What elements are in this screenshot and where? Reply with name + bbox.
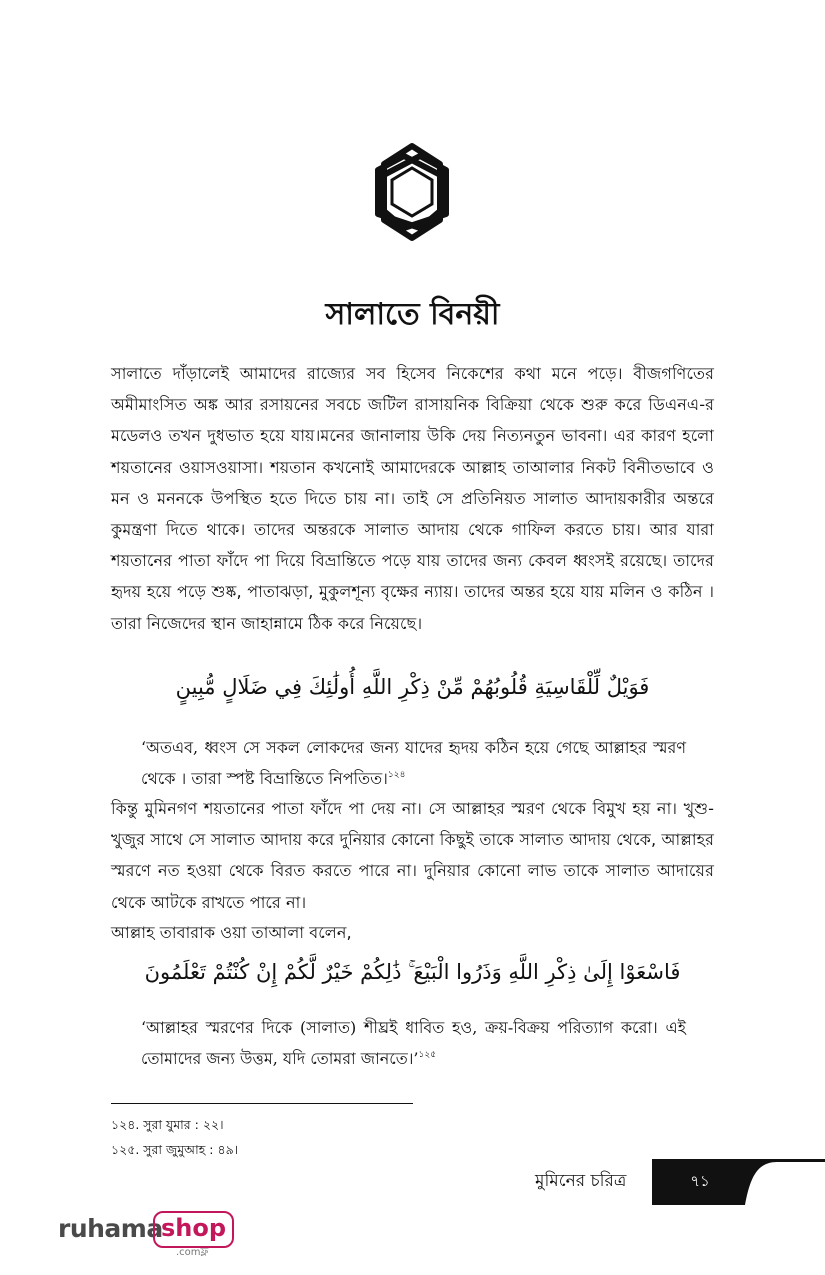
- footnote-ref-124: ১২৪: [387, 770, 406, 780]
- page-number: ৭১: [690, 1172, 710, 1190]
- footnote-divider: [111, 1103, 413, 1104]
- running-title: মুমিনের চরিত্র: [535, 1171, 627, 1191]
- arabic-verse-2: فَاسْعَوْا إِلَىٰ ذِكْرِ اللَّهِ وَذَرُوا الْبَيْعَ ۚ ذَٰلِكُمْ خَيْرٌ لَّكُمْ إِنْ كُنْتُمْ تَعْلَمُونَ: [144, 960, 681, 984]
- arabic-verse-1: فَوَيْلٌ لِّلْقَاسِيَةِ قُلُوبُهُمْ مِّنْ ذِكْرِ اللَّهِ أُولَٰئِكَ فِي ضَلَالٍ مُّبِينٍ: [175, 675, 650, 699]
- logo-main-text: ruhama: [58, 1214, 163, 1243]
- translation-quote-1: [141, 732, 686, 794]
- ruhamashop-logo: [58, 1208, 227, 1264]
- body-paragraph-1: সালাতে দাঁড়ালেই আমাদের রাজ্যের সব হিসেব নিকেশের কথা মনে পড়ে। বীজগণিতের অমীমাংসিত অঙ্ক আর রসায়নের সবচে জটিল রাসায়নিক বিক্রিয়া থেকে শুরু করে ডিএনএ-র মডেলও তখন দুধভাত হয়ে যায়।মনের জানালায় উকি দেয় নিত্যনতুন ভাবনা। এর কারণ হলো শয়তানের ওয়াসওয়াসা। শয়তান কখনোই আমাদেরকে আল্লাহ তাআলার নিকট বিনীতভাবে ও মন ও মননকে উপস্থিত হতে দিতে চায় না। তাই সে প্রতিনিয়ত সালাত আদায়কারীর অন্তরে কুমন্ত্রণা দিতে থাকে। তাদের অন্তরকে সালাত আদায় থেকে গাফিল করতে চায়। আর যারা শয়তানের পাতা ফাঁদে পা দিয়ে বিভ্রান্তিতে পড়ে যায় তাদের জন্য কেবল ধ্বংসই রয়েছে। তাদের হৃদয় হয়ে পড়ে শুষ্ক, পাতাঝড়া, মুকুলশূন্য বৃক্ষের ন্যায়। তাদের অন্তর হয়ে যায় মলিন ও কঠিন । তারা নিজেদের স্থান জাহান্নামে ঠিক করে নিয়েছে।: [111, 364, 714, 633]
- chapter-title: সালাতে বিনয়ী: [325, 297, 500, 332]
- footnote-ref-125: ১২৫: [418, 1050, 437, 1060]
- logo-domain: .comফ্ল: [176, 1247, 209, 1258]
- body-paragraph-3: আল্লাহ তাবারাক ওয়া তাআলা বলেন,: [111, 923, 352, 942]
- footnote-124: ১২৪. সুরা যুমার : ২২।: [111, 1117, 224, 1132]
- translation-quote-2: [141, 1012, 686, 1074]
- quote-1-text: ‘অতএব, ধ্বংস সে সকল লোকদের জন্য যাদের হৃদয় কঠিন হয়ে গেছে আল্লাহর স্মরণ থেকে । তারা স্পষ্ট বিভ্রান্তিতে নিপতিত।: [141, 738, 686, 788]
- footnote-125: ১২৫. সুরা জুমুআহ : ৪৯।: [111, 1142, 239, 1157]
- quote-2-text: ‘আল্লাহর স্মরণের দিকে (সালাত) শীঘ্রই ধাবিত হও, ক্রয়-বিক্রয় পরিত্যাগ করো। এই তোমাদের জন্য উত্তম, যদি তোমরা জানতে।’: [141, 1018, 686, 1068]
- star-ornament-icon: [357, 142, 467, 242]
- body-paragraph-2: কিন্তু মুমিনগণ শয়তানের পাতা ফাঁদে পা দেয় না। সে আল্লাহর স্মরণ থেকে বিমুখ হয় না। খুশু-খুজুর সাথে সে সালাত আদায় করে দুনিয়ার কোনো কিছুই তাকে সালাত আদায় থেকে, আল্লাহর স্মরণে নত হওয়া থেকে বিরত করতে পারে না। দুনিয়ার কোনো লাভ তাকে সালাত আদায়ের থেকে আটকে রাখতে পারে না।: [111, 799, 714, 912]
- logo-shop-badge: shop: [153, 1211, 234, 1248]
